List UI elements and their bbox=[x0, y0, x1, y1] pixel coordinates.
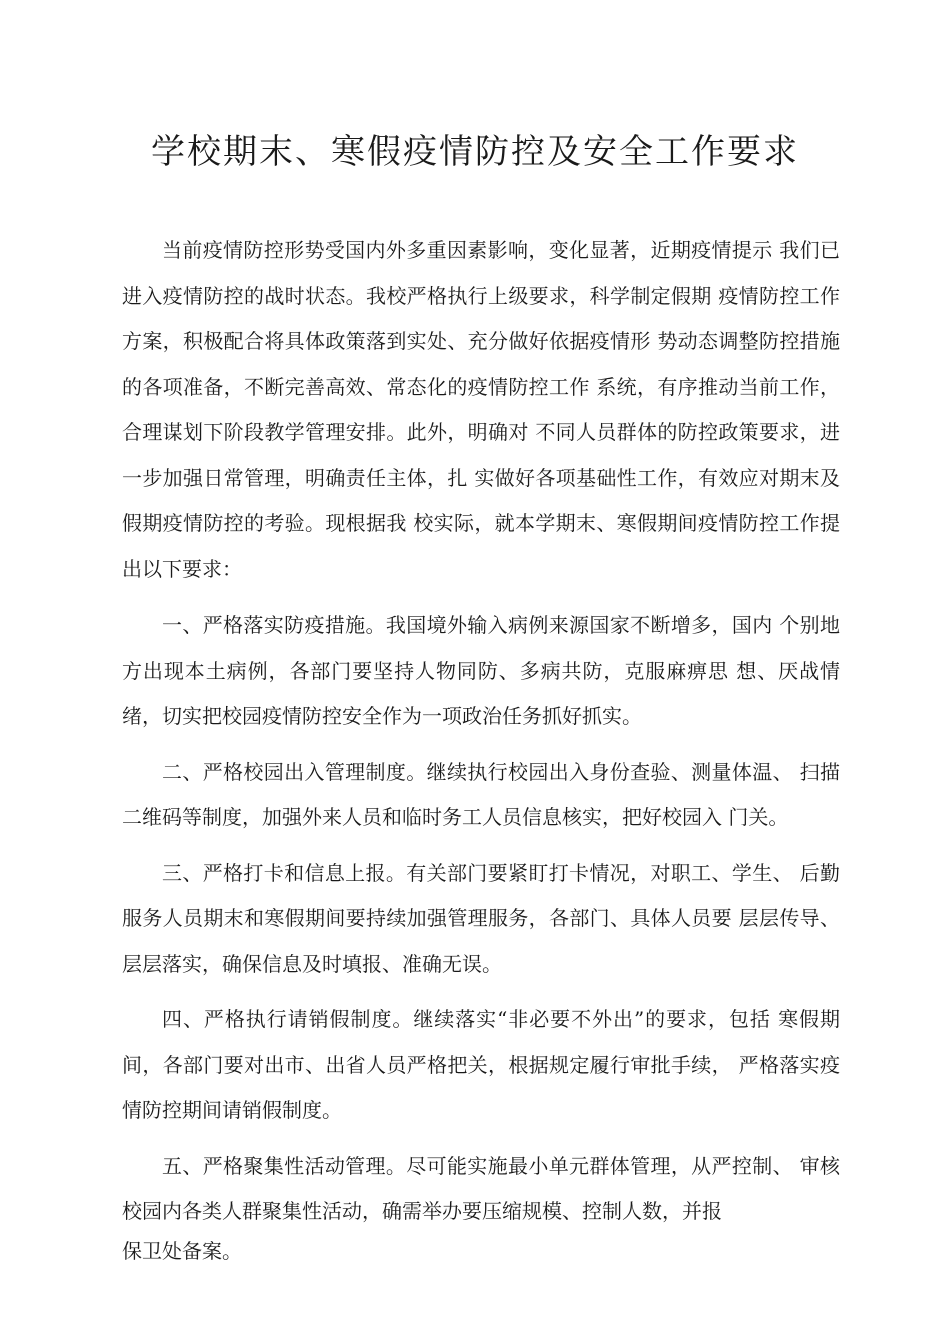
paragraph-item-2: 二、严格校园出入管理制度。继续执行校园出入身份查验、测量体温、 扫描二维码等制度，加强外来人员和临时务工人员信息核实，把好校园入 门关。 bbox=[122, 759, 840, 829]
paragraph-item-4: 四、严格执行请销假制度。继续落实“非必要不外出”的要求，包括 寒假期间，各部门要对出市、出省人员严格把关，根据规定履行审批手续， 严格落实疫情防控期间请销假制度。 bbox=[122, 1007, 840, 1122]
paragraph-intro: 当前疫情防控形势受国内外多重因素影响，变化显著，近期疫情提示 我们已进入疫情防控的战时状态。我校严格执行上级要求，科学制定假期 疫情防控工作方案，积极配合将具体政策落到实处、充分做好依据疫情形 势动态调整防控措施的各项准备，不断完善高效、常态化的疫情防控工作 系统，有序推动当前工作，合理谋划下阶段教学管理安排。此外，明确对 不同人员群体的防控政策要求，进一步加强日常管理，明确责任主体，扎 实做好各项基础性工作，有效应对期末及假期疫情防控的考验。现根据我 校实际，就本学期末、寒假期间疫情防控工作提出以下要求： bbox=[122, 238, 840, 581]
paragraph-tail-line: 保卫处备案。 bbox=[122, 1238, 242, 1263]
document-title: 学校期末、寒假疫情防控及安全工作要求 bbox=[151, 132, 799, 172]
document-body bbox=[122, 228, 840, 1268]
paragraph-item-1: 一、严格落实防疫措施。我国境外输入病例来源国家不断增多，国内 个别地方出现本土病例，各部门要坚持人物同防、多病共防，克服麻痹思 想、厌战情绪，切实把校园疫情防控安全作为一项政治任务抓好抓实。 bbox=[122, 613, 840, 728]
paragraph-item-5: 五、严格聚集性活动管理。尽可能实施最小单元群体管理，从严控制、 审核校园内各类人群聚集性活动，确需举办要压缩规模、控制人数，并报 bbox=[122, 1153, 840, 1223]
paragraph-item-3: 三、严格打卡和信息上报。有关部门要紧盯打卡情况，对职工、学生、 后勤服务人员期末和寒假期间要持续加强管理服务，各部门、具体人员要 层层传导、层层落实，确保信息及时填报、准确无误。 bbox=[122, 860, 840, 976]
